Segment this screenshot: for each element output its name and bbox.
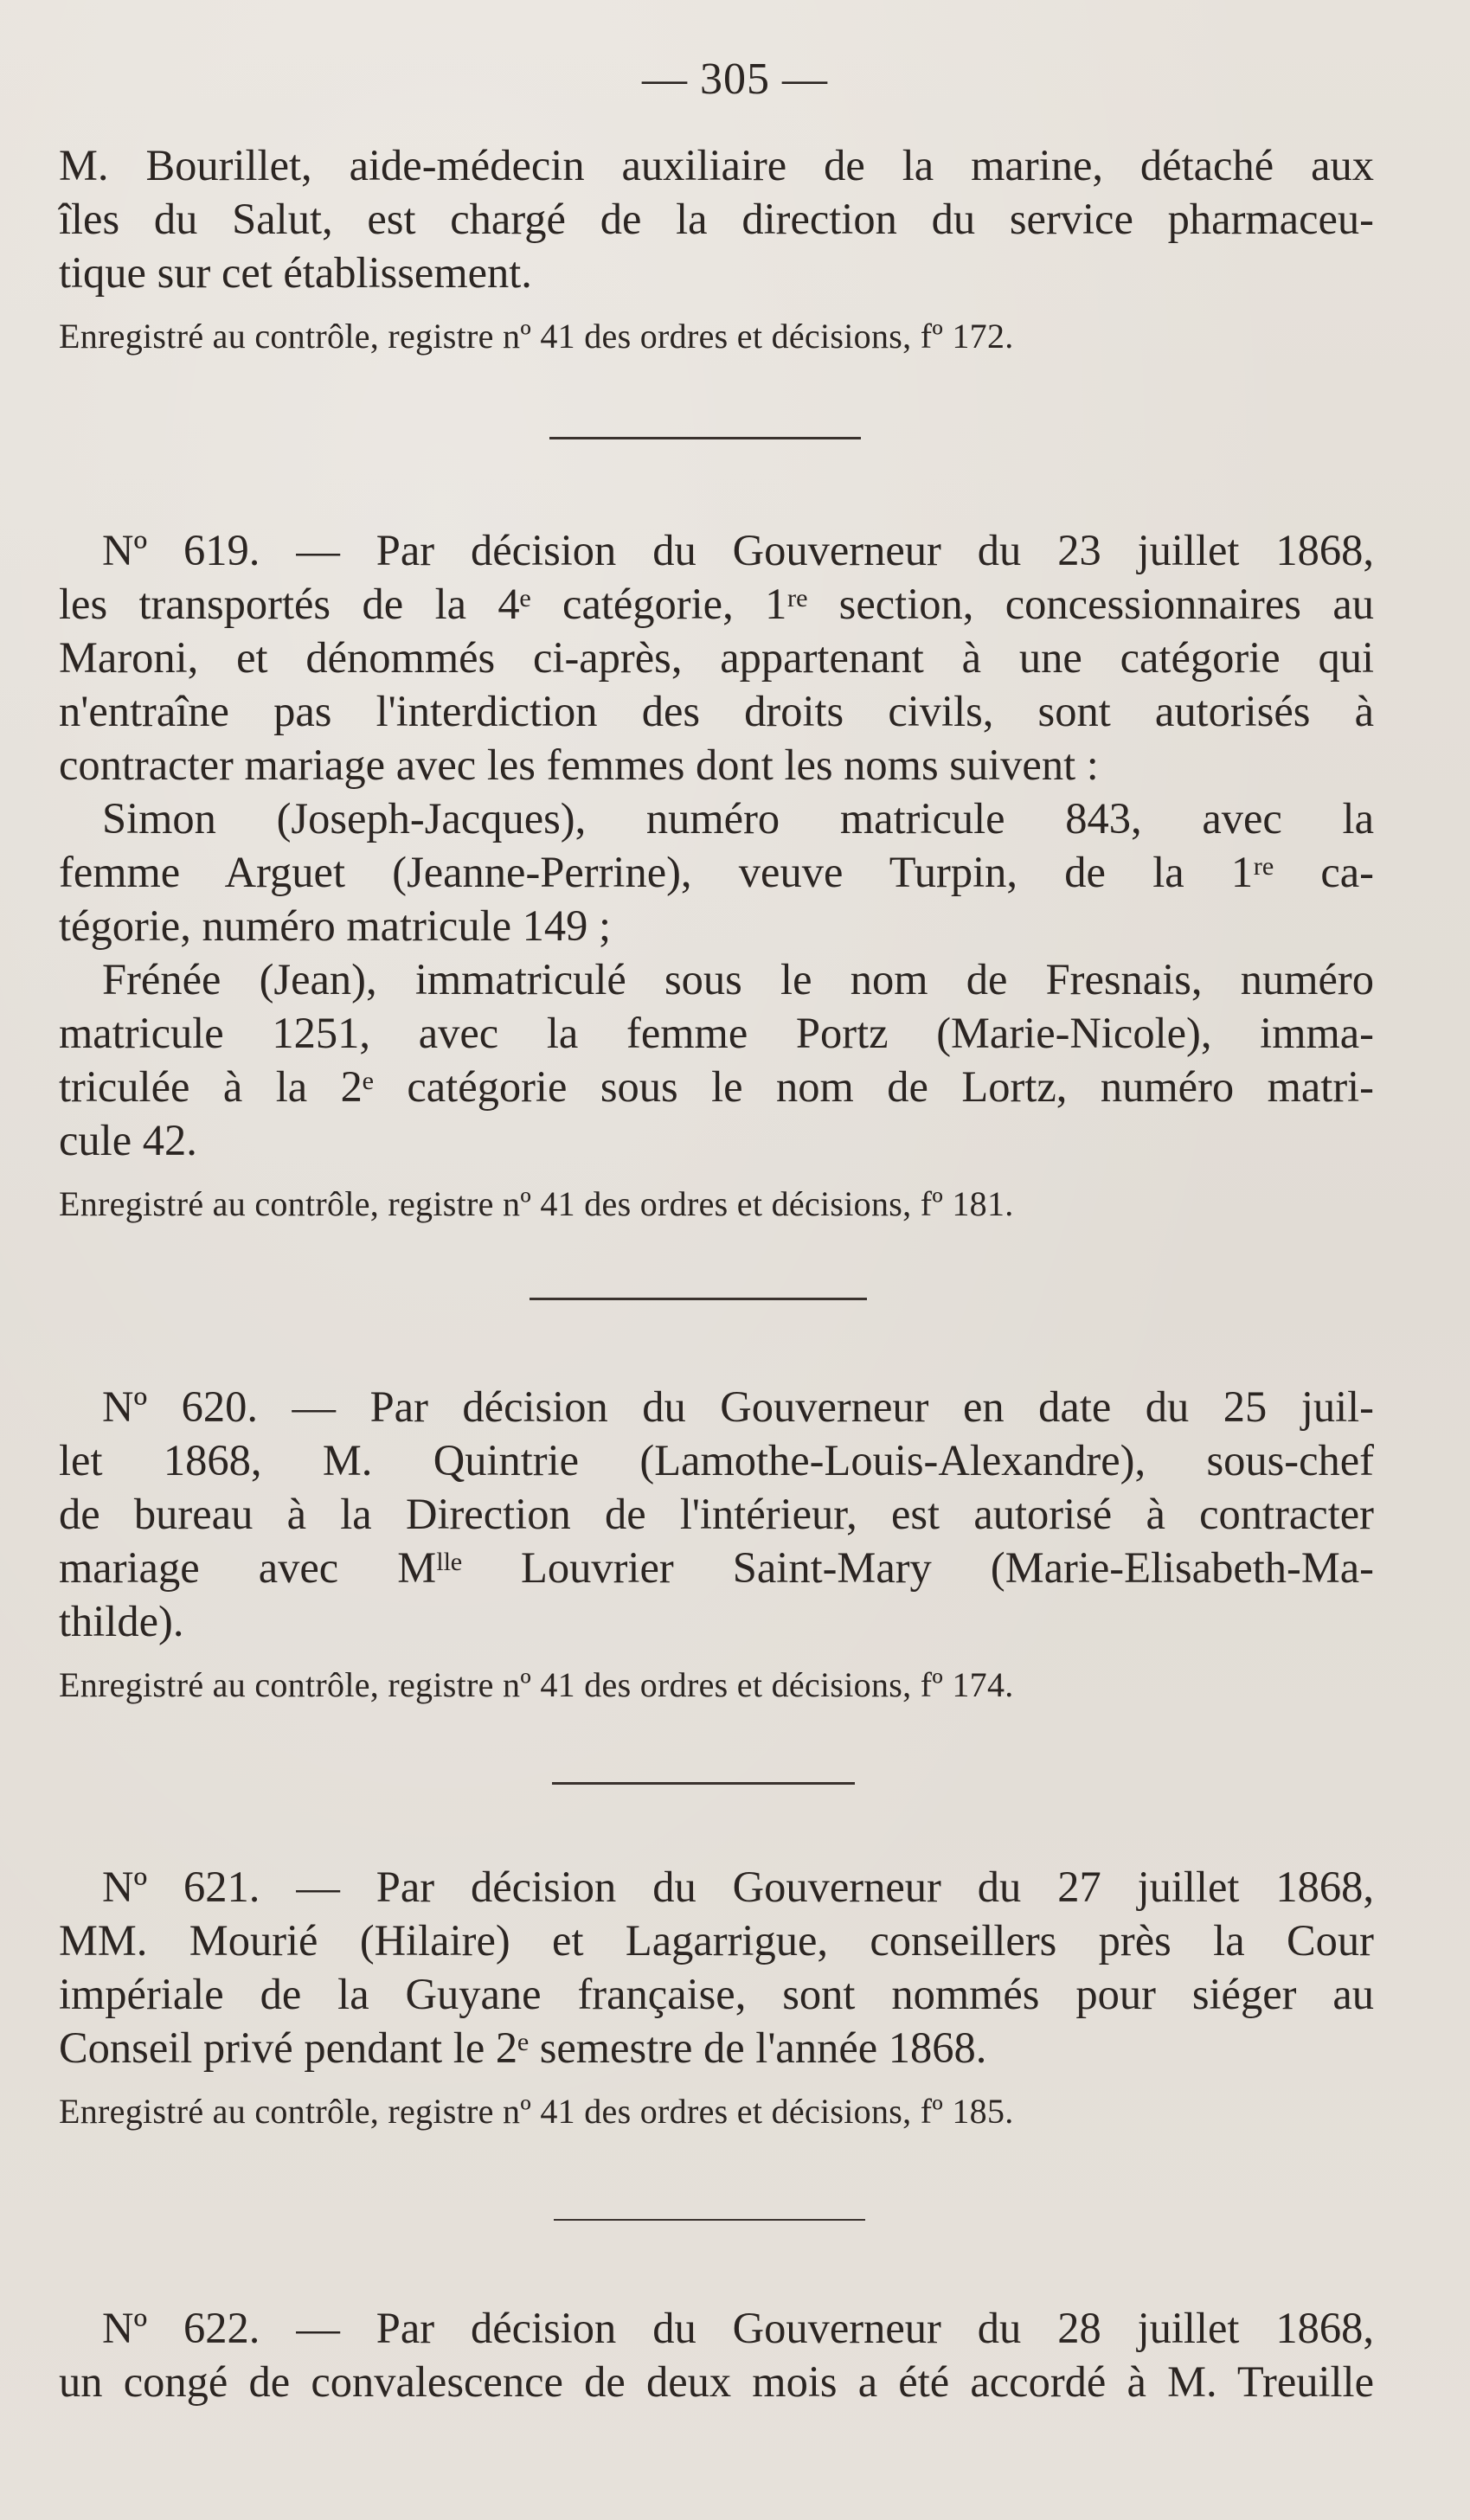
decision-619	[59, 523, 1374, 1226]
section-divider	[554, 2219, 865, 2221]
decision-line: Conseil privé pendant le 2ᵉ semestre de l'année 1868.	[59, 2023, 987, 2072]
decision-620	[59, 1380, 1374, 1707]
page-number: — 305 —	[642, 55, 828, 104]
sub-entry-line: triculée à la 2ᵉ catégorie sous le nom de Lortz, numéro matri-	[59, 1062, 1374, 1111]
sub-entry-line: Simon (Joseph-Jacques), numéro matricule 843, avec la	[102, 794, 1374, 843]
section-divider	[530, 1298, 867, 1300]
decision-line: Nº 622. — Par décision du Gouverneur du 28 juillet 1868,	[102, 2304, 1374, 2352]
sub-entry-line: tégorie, numéro matricule 149 ;	[59, 901, 612, 950]
decision-line: Nº 619. — Par décision du Gouverneur du 23 juillet 1868,	[102, 526, 1374, 574]
sub-entry-line: cule 42.	[59, 1116, 197, 1164]
decision-line: Nº 621. — Par décision du Gouverneur du 27 juillet 1868,	[102, 1863, 1374, 1911]
decision-line: impériale de la Guyane française, sont nommés pour siéger au	[59, 1970, 1374, 2018]
section-divider	[552, 1782, 855, 1785]
decision-line: de bureau à la Direction de l'intérieur, est autorisé à contracter	[59, 1490, 1374, 1538]
decision-line: Maroni, et dénommés ci-après, appartenant à une catégorie qui	[59, 633, 1374, 682]
intro-line: îles du Salut, est chargé de la direction du service pharmaceu-	[59, 195, 1374, 243]
registration-note: Enregistré au contrôle, registre nº 41 des ordres et décisions, fº 181.	[59, 1184, 1014, 1223]
decision-line: mariage avec Mˡˡᵉ Louvrier Saint-Mary (Marie-Elisabeth-Ma-	[59, 1543, 1374, 1592]
section-divider	[549, 437, 861, 439]
decision-line: un congé de convalescence de deux mois a été accordé à M. Treuille	[59, 2357, 1374, 2406]
registration-note: Enregistré au contrôle, registre nº 41 des ordres et décisions, fº 174.	[59, 1665, 1014, 1704]
registration-note: Enregistré au contrôle, registre nº 41 des ordres et décisions, fº 172.	[59, 317, 1014, 356]
decision-line: les transportés de la 4ᵉ catégorie, 1ʳᵉ section, concessionnaires au	[59, 580, 1374, 628]
decision-line: let 1868, M. Quintrie (Lamothe-Louis-Alexandre), sous-chef	[59, 1436, 1374, 1484]
intro-section	[59, 138, 1374, 358]
sub-entry-line: Frénée (Jean), immatriculé sous le nom de Fresnais, numéro	[102, 955, 1374, 1004]
decision-line: n'entraîne pas l'interdiction des droits civils, sont autorisés à	[59, 687, 1374, 735]
intro-line: tique sur cet établissement.	[59, 248, 532, 297]
registration-note: Enregistré au contrôle, registre nº 41 des ordres et décisions, fº 185.	[59, 2092, 1014, 2131]
sub-entry-line: matricule 1251, avec la femme Portz (Marie-Nicole), imma-	[59, 1009, 1374, 1057]
decision-line: contracter mariage avec les femmes dont les noms suivent :	[59, 741, 1099, 789]
decision-622	[59, 2301, 1374, 2408]
decision-621	[59, 1860, 1374, 2133]
decision-line: thilde).	[59, 1597, 184, 1645]
sub-entry-line: femme Arguet (Jeanne-Perrine), veuve Turpin, de la 1ʳᵉ ca-	[59, 848, 1374, 896]
decision-line: MM. Mourié (Hilaire) et Lagarrigue, conseillers près la Cour	[59, 1916, 1374, 1965]
decision-line: Nº 620. — Par décision du Gouverneur en date du 25 juil-	[102, 1382, 1374, 1431]
intro-line: M. Bourillet, aide-médecin auxiliaire de la marine, détaché aux	[59, 141, 1374, 189]
